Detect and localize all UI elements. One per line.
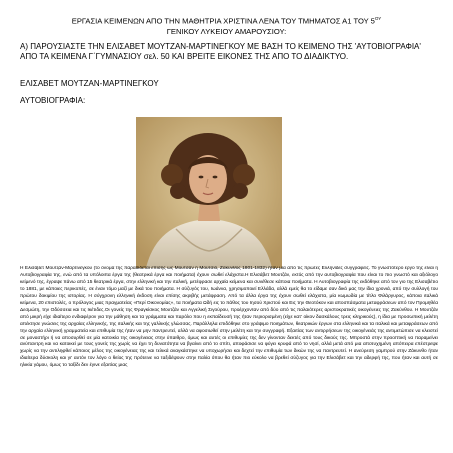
portrait-drawing <box>136 117 282 268</box>
author-name-heading: ΕΛΙΣΑΒΕΤ ΜΟΥΤΖΑΝ-ΜΑΡΤΙΝΕΓΚΟΥ <box>20 79 159 88</box>
portrait-shading <box>136 117 282 268</box>
title-superscript: ΟΥ <box>374 16 382 21</box>
title-line-2: ΓΕΝΙΚΟΥ ΛΥΚΕΙΟΥ ΑΜΑΡΟΥΣΙΟΥ: <box>166 26 287 36</box>
page-title <box>40 14 413 37</box>
portrait-image <box>136 117 282 268</box>
section-a-prompt: Α) ΠΑΡΟΥΣΙΑΣΤΕ ΤΗΝ ΕΛΙΣΑΒΕΤ ΜΟΥΤΖΑΝ-ΜΑΡΤΙΝΕΓΚΟΥ ΜΕ ΒΑΣΗ ΤΟ ΚΕΙΜΕΝΟ ΤΗΣ 'ΑΥΤΟΒΙΟΓΡΑΦΙΑ' ΑΠΟ ΤΑ ΚΕΙΜΕΝΑ Γ΄ΓΥΜΝΑΣΙΟΥ σελ. 50 ΚΑΙ ΒΡΕΙΤΕ ΕΙΚΟΝΕΣ ΤΗΣ ΑΠΟ ΤΟ ΔΙΑΔΙΚΤΥΟ. <box>20 42 421 61</box>
autobiography-heading: ΑΥΤΟΒΙΟΓΡΑΦΙΑ: <box>20 96 86 105</box>
title-line-1: ΕΡΓΑΣΙΑ ΚΕΙΜΕΝΩΝ ΑΠΟ ΤΗΝ ΜΑΘΗΤΡΙΑ ΧΡΙΣΤΙΝΑ ΛΕΝΑ ΤΟΥ ΤΜΗΜΑΤΟΣ Α1 ΤΟΥ 5 <box>71 16 375 26</box>
biography-text: Η Ελισάβετ Μουτζάν-Μαρτινέγκου (το όνομά της παραδίδεται επίσης ως Μουτσάν ή Μουτσιό, Ζάκυνθος 1801-1832) ήταν μία από τις πρώτες Ελληνίδες συγγραφείς. Το γνωστότερο έργο της είναι η Αυτοβιογραφία της, ενώ από τα υπόλοιπα έργα της (θεατρικά έργα και ποιήματα) έχουν σωθεί ελάχιστα.Η Ελισάβετ Μουτζάν, εκτός από την αυτοβιογραφία που είναι το πιο γνωστό και αξιόλογο κείμενό της, έγραψε πάνω από 15 θεατρικά έργα, στην ελληνική και την ιταλική, μετέφρασε αρχαία κείμενα και συνέθεσε κάποια ποιήματα. Η Αυτοβιογραφία της εκδόθηκε από τον γιο της Ελισαβέτιο το 1881, με κάποιες περικοπές, σε έναν τόμο μαζί με δικά του ποιήματα. Η σύζυγός του, Ιωάννα, χρησιμοποιεί Ελλάδα, αλλά εμείς θα το είδαμε σαν δικό μας την ίδια χρονιά, από την συλλογή του πρώτου δοκιμίου της ιστορίας. Η σύγχρονη ελληνική έκδοση είναι επίσης ακριβής μετάφραση. Από τα άλλα έργα της έχουν σωθεί ελάχιστα, μία κωμωδία με τίτλο Φιλάργυρος, κάποια ιταλικά κείμενα, 20 επιστολές, ο πρόλογος μιας πραγματείας «Περί Οικονομίας», τα ποιήματα Ωδή εις το πάθος του Ιησού Χριστού και Εις την Θεοτόκον και αποσπάσματα μεταφράσεων από τον Προμηθέα Δεσμώτη, την Οδύσσεια και τις Ικέτιδες.Οι γονείς της Φραγκίσκος Μουτζάν και Αγγελική Σιγούρου, προέρχονταν από δύο από τις παλαιότερες αριστοκρατικές οικογένειες της Ζακύνθου. Η Μουτζάν από μικρή είχε ιδιαίτερο ενδιαφέρον για την μάθηση και τα γράμματα και παρόλο που η εκπαίδευσή της ήταν περιορισμένη (είχε κατ' οίκον δασκάλους τρεις κληρικούς), η ίδια με προσωπική μελέτη απέκτησε γνώσεις της αρχαίας ελληνικής, της ιταλικής και της γαλλικής γλώσσας. Παράλληλα επιδόθηκε στο γράψιμο ποιημάτων, θεατρικών έργων στα ελληνικά και τα ιταλικά και μεταφράσεων από την αρχαία ελληνική γραμματεία και επιθυμία της ήταν να μην παντρευτεί, αλλά να αφοσιωθεί στην μελέτη και την συγγραφή. Εξαιτίας των αντιρρήσεων της οικογένειάς της αντιμετώπισε να κλειστεί σε μοναστήρι ή να αποσυρθεί σε μία κατοικία της οικογένειας στην ύπαιθρο, όμως και αυτές οι επιθυμίες της δεν γίνονταν δεκτές από τους δικούς της. Μπροστά στην προοπτική να παραμείνει ανύπαντρη και να κατοικεί με τους γονείς της χωρίς να έχει τη δυνατότητα να βγαίνει από το σπίτι, αποφάσισε να φύγει κρυφά από το νησί, αλλά μετά από μια αποτυχημένη απόπειρα επέστρεψε χωρίς να την αντιληφθεί κάποιος μέλος της οικογένειας της και τελικά αναγκάστηκε να υποχωρήσει και δεχτεί την επιθυμία των δικών της να παντρευτεί. Η ανεύρεση γαμπρού στην Ζάκυνθο ήταν ιδιαίτερα δύσκολη και γι' αυτόν τον λόγο ο θείος της πρότεινε να ταξιδέψουν στην Ιταλία όπου θα ήταν πιο εύκολο να βρεθεί σύζυγος για την Ελισάβετ και την αδερφή της, που ήταν και αυτή σε ηλικία γάμου, όμως το ταξίδι δεν έγινε εξαιτίας μιας <box>20 266 438 369</box>
